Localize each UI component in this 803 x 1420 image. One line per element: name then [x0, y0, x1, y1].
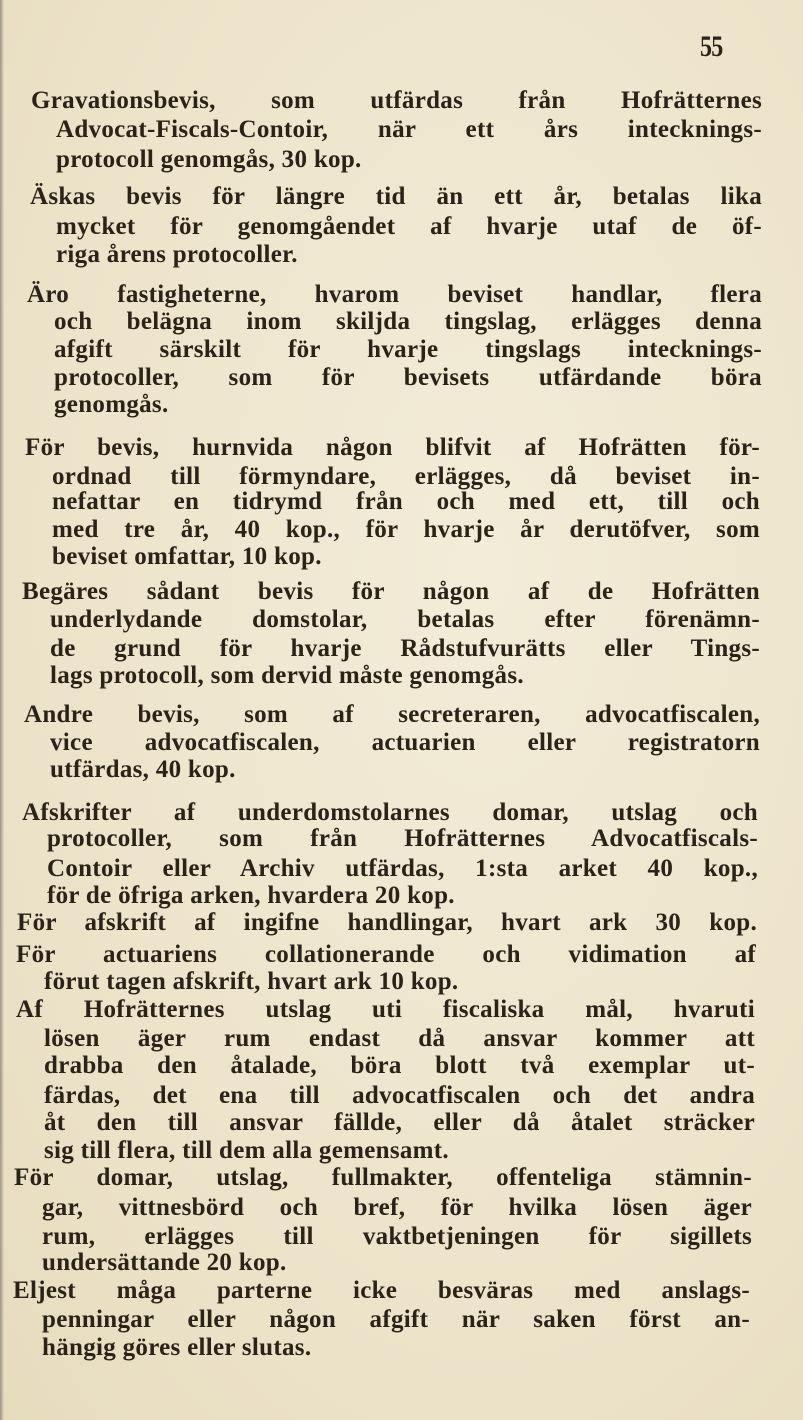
text-line: protocoller, som från Hofrätternes Advocatfiscals-	[47, 825, 758, 852]
text-line: med tre år, 40 kop., för hvarje år derutöfver, som	[52, 516, 760, 543]
text-line: lösen äger rum endast då ansvar kommer att	[44, 1025, 755, 1052]
text-line: för de öfriga arken, hvardera 20 kop.	[47, 882, 455, 909]
text-line: förut tagen afskrift, hvart ark 10 kop.	[44, 968, 459, 995]
text-line: lags protocoll, som dervid måste genomgås.	[50, 662, 524, 689]
text-line: Af Hofrätternes utslag uti fiscaliska mål, hvaruti	[16, 996, 755, 1023]
text-line: afgift särskilt för hvarje tingslags intecknings-	[54, 336, 762, 363]
text-line: gar, vittnesbörd och bref, för hvilka lösen äger	[42, 1194, 752, 1221]
text-line: Begäres sådant bevis för någon af de Hofrätten	[22, 578, 760, 605]
page-edge-shadow	[0, 0, 4, 1420]
text-line: protocoll genomgås, 30 kop.	[56, 146, 362, 173]
text-line: För afskrift af ingifne handlingar, hvart ark 30 kop.	[17, 909, 757, 936]
text-line: Contoir eller Archiv utfärdas, 1:sta arket 40 kop.,	[47, 855, 758, 882]
text-line: Afskrifter af underdomstolarnes domar, utslag och	[22, 799, 758, 826]
text-line: ordnad till förmyndare, erlägges, då beviset in-	[52, 463, 760, 490]
text-line: undersättande 20 kop.	[42, 1249, 287, 1276]
text-line: beviset omfattar, 10 kop.	[52, 543, 322, 570]
text-line: vice advocatfiscalen, actuarien eller registratorn	[50, 729, 760, 756]
text-line: För bevis, hurnvida någon blifvit af Hofrätten för-	[25, 434, 760, 461]
page-number: 55	[700, 30, 723, 63]
text-line: genomgås.	[54, 391, 169, 418]
text-line: mycket för genomgåendet af hvarje utaf de öf-	[56, 213, 762, 240]
text-line: de grund för hvarje Rådstufvurätts eller Tings-	[50, 635, 760, 662]
text-line: sig till flera, till dem alla gemensamt.	[44, 1137, 449, 1164]
text-line: och belägna inom skiljda tingslag, erlägges denna	[54, 308, 762, 335]
text-line: hängig göres eller slutas.	[42, 1334, 312, 1361]
text-line: riga årens protocoller.	[56, 241, 298, 268]
text-line: Andre bevis, som af secreteraren, advocatfiscalen,	[24, 701, 760, 728]
text-line: För actuariens collationerande och vidimation af	[16, 941, 756, 968]
text-line: nefattar en tidrymd från och med ett, till och	[52, 488, 760, 515]
text-line: drabba den åtalade, böra blott två exemplar ut-	[44, 1052, 755, 1079]
text-line: Gravationsbevis, som utfärdas från Hofrätternes	[31, 87, 762, 114]
text-line: rum, erlägges till vaktbetjeningen för sigillets	[42, 1223, 752, 1250]
text-line: Advocat-Fiscals-Contoir, när ett års intecknings-	[56, 116, 762, 143]
text-line: protocoller, som för bevisets utfärdande böra	[54, 364, 762, 391]
text-line: penningar eller någon afgift när saken först an-	[42, 1306, 750, 1333]
text-line: utfärdas, 40 kop.	[50, 756, 236, 783]
text-line: Äskas bevis för längre tid än ett år, betalas lika	[30, 183, 762, 210]
text-line: underlydande domstolar, betalas efter förenämn-	[50, 606, 760, 633]
text-line: åt den till ansvar fällde, eller då åtalet sträcker	[44, 1109, 755, 1136]
text-line: Eljest måga parterne icke besväras med anslags-	[13, 1277, 750, 1304]
text-line: Äro fastigheterne, hvarom beviset handlar, flera	[27, 281, 762, 308]
text-line: färdas, det ena till advocatfiscalen och det andra	[44, 1082, 755, 1109]
text-line: För domar, utslag, fullmakter, offenteliga stämnin-	[14, 1164, 752, 1191]
